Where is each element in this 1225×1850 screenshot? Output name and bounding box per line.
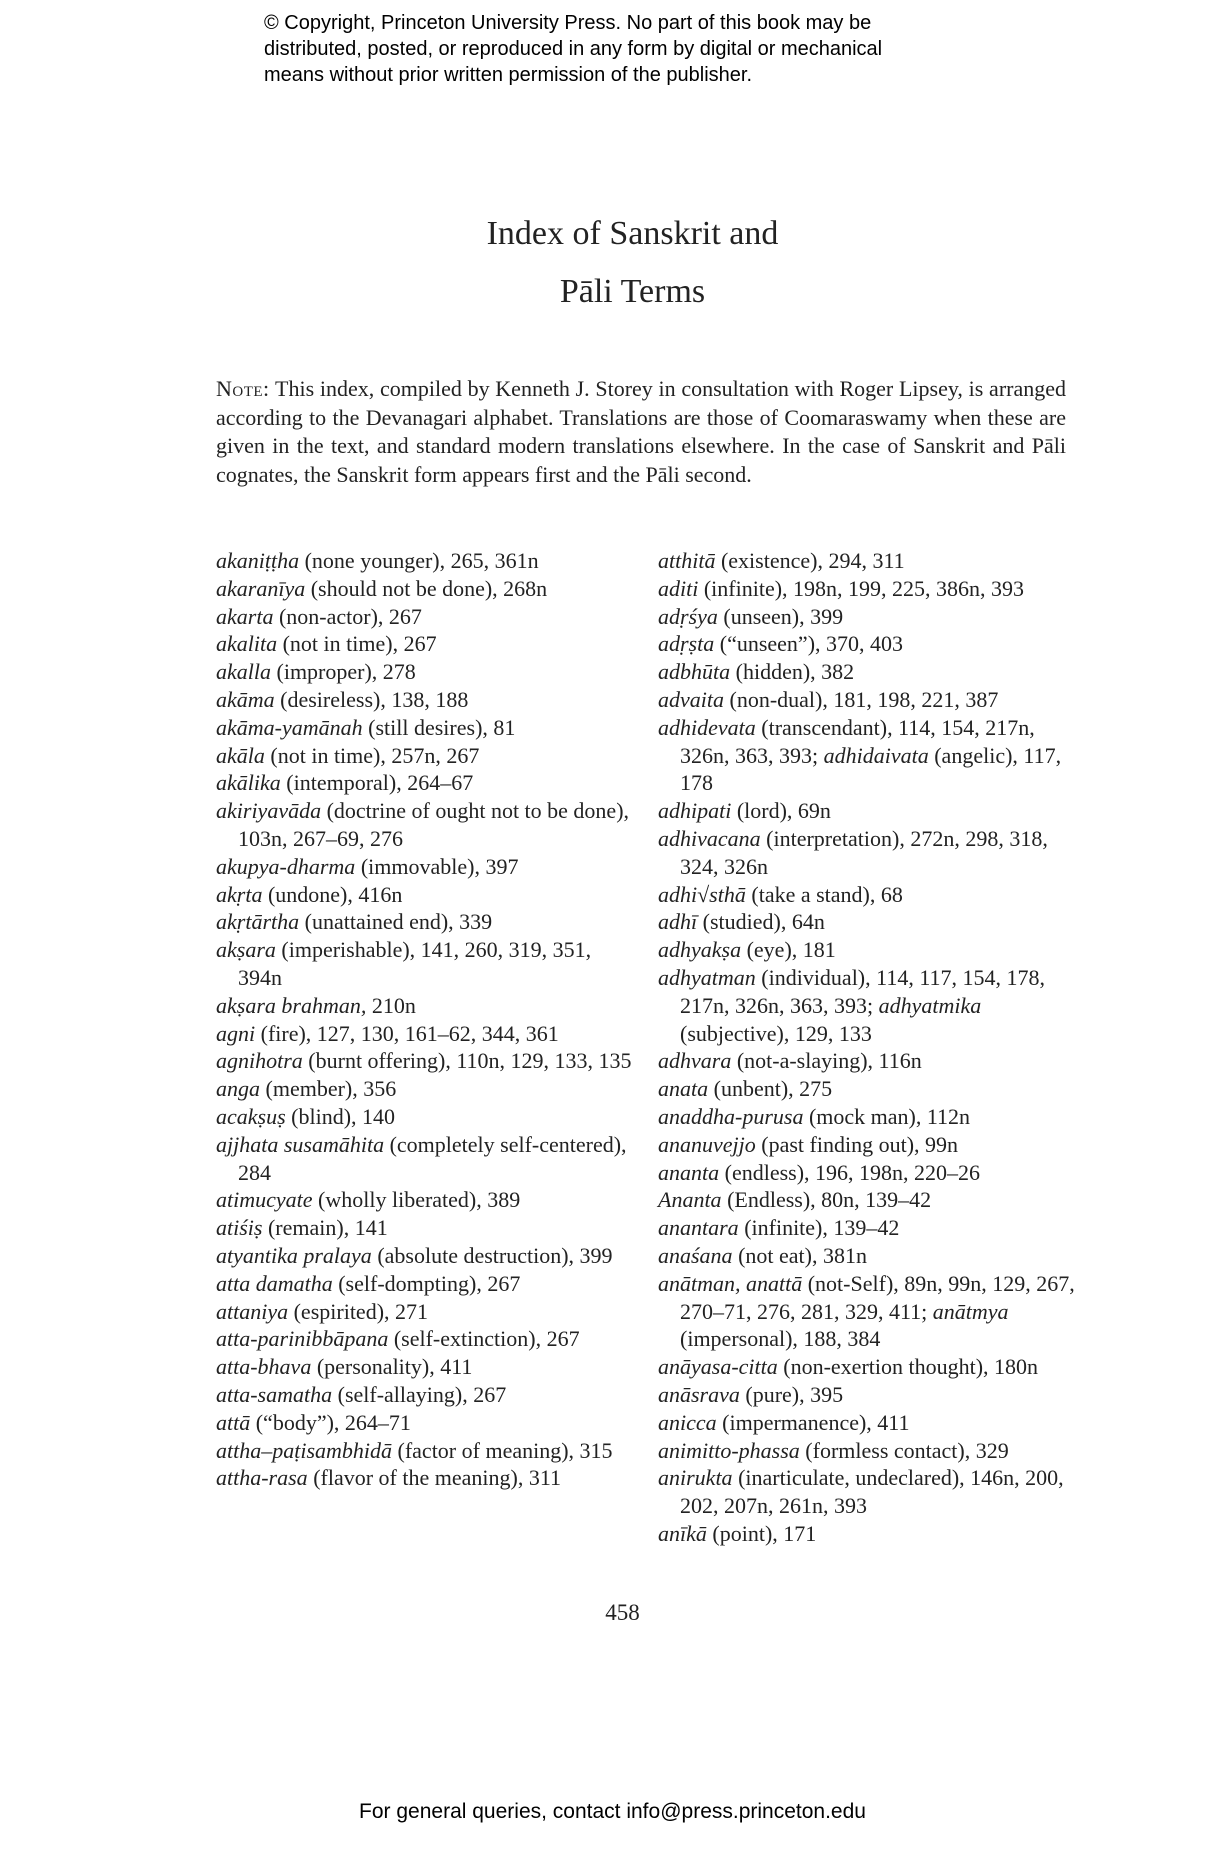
index-entry [216,658,636,686]
index-term: atta-samatha [216,1381,333,1407]
index-term: ananta [658,1159,720,1185]
index-gloss: (take a stand), 68 [745,881,903,907]
index-entry [658,1409,1078,1437]
index-entry [658,936,1078,964]
index-term: anaśana [658,1242,733,1268]
index-term: ananuvejjo [658,1131,756,1157]
index-term: anicca [658,1409,717,1435]
index-gloss: (self-dompting), 267 [332,1270,521,1296]
copyright-notice [264,10,1024,88]
index-entry [658,1242,1078,1270]
index-entry [658,1437,1078,1465]
page-title [0,205,1225,321]
index-gloss: (individual), 114, 117, 154, 178, 217n, 326n, 363, 393; [680,964,1045,1018]
index-entry [216,1047,636,1075]
index-gloss: (Endless), 80n, 139–42 [721,1187,932,1213]
index-gloss: (transcendant), 114, 154, 217n, 326n, 363, 393; [680,714,1035,768]
index-term: adhī [658,909,698,935]
index-gloss: (blind), 140 [285,1103,396,1129]
index-column-left [216,547,636,1492]
index-term: adṛṣta [658,631,715,657]
index-gloss: (not-a-slaying), 116n [731,1048,922,1074]
note-label: Note: [216,376,270,401]
index-gloss: (completely self-centered), 284 [238,1131,627,1185]
index-gloss: (not in time), 257n, 267 [264,742,480,768]
index-note [216,375,1066,489]
index-gloss: (lord), 69n [731,798,831,824]
index-gloss: (studied), 64n [697,909,825,935]
index-gloss: (formless contact), 329 [799,1437,1009,1463]
index-term: Ananta [658,1187,722,1213]
index-gloss: (angelic), 117, 178 [680,742,1062,796]
index-gloss: (absolute destruction), 399 [371,1242,613,1268]
index-term: adhyakṣa [658,937,742,963]
index-gloss: 210n [366,992,416,1018]
index-gloss: (not-Self), 89n, 99n, 129, 267, 270–71, 276, 281, 329, 411; [680,1270,1075,1324]
index-gloss: (“body”), 264–71 [250,1409,411,1435]
index-entry [216,1075,636,1103]
index-gloss: (self-allaying), 267 [332,1381,507,1407]
index-gloss: (unbent), 275 [708,1076,833,1102]
copyright-line-3: means without prior written permission of the publisher. [264,64,753,86]
index-entry [216,992,636,1020]
index-term: adhidaivata [823,742,929,768]
index-gloss: (infinite), 139–42 [738,1215,900,1241]
index-gloss: (improper), 278 [271,659,416,685]
index-gloss: (existence), 294, 311 [715,548,905,573]
index-gloss: (endless), 196, 198n, 220–26 [719,1159,981,1185]
index-term: akṛtārtha [216,909,300,935]
index-term: akiriyavāda [216,798,322,824]
index-entry [658,1159,1078,1187]
index-term: atta-parinibbāpana [216,1326,389,1352]
index-gloss: (imperishable), 141, 260, 319, 351, 394n [238,937,592,990]
index-term: attaniya [216,1298,289,1324]
index-entry [216,630,636,658]
index-gloss: (flavor of the meaning), 311 [307,1465,562,1491]
index-gloss: (infinite), 198n, 199, 225, 386n, 393 [698,575,1025,601]
index-gloss: (subjective), 129, 133 [680,1020,872,1046]
index-entry [658,603,1078,631]
index-entry [658,964,1078,1047]
title-line-2: Pāli Terms [559,273,706,310]
index-gloss: (unattained end), 339 [299,909,493,935]
index-term: adhyatman [658,964,756,990]
index-term: atta damatha [216,1270,333,1296]
index-term: akarta [216,603,274,629]
index-entry [658,1381,1078,1409]
index-gloss: (wholly liberated), 389 [312,1187,521,1213]
index-term: akupya-dharma [216,853,356,879]
index-entry [216,714,636,742]
index-term: adhi√sthā [658,881,746,907]
index-gloss: (immovable), 397 [355,853,519,879]
index-term: anirukta [658,1465,733,1491]
index-term: anantara [658,1215,739,1241]
index-gloss: (member), 356 [260,1076,397,1102]
index-gloss: (non-exertion thought), 180n [777,1354,1039,1380]
index-entry [216,1214,636,1242]
index-entry [216,547,636,575]
index-term: akṛta [216,881,263,907]
index-entry [658,1520,1078,1548]
copyright-line-2: distributed, posted, or reproduced in any form by digital or mechanical [264,38,883,60]
index-gloss: (past finding out), 99n [755,1131,959,1157]
index-gloss: (point), 171 [706,1520,817,1546]
index-entry [658,1047,1078,1075]
index-entry [216,1464,636,1492]
index-entry [216,603,636,631]
index-gloss: (not eat), 381n [732,1242,867,1268]
index-term: anātman, anattā [658,1270,803,1296]
index-term: atthitā [658,548,716,573]
index-term: anga [216,1076,260,1102]
index-term: atyantika pralaya [216,1242,372,1268]
index-term: adhyatmika [878,992,982,1018]
index-term: akāma [216,686,275,712]
index-gloss: (interpretation), 272n, 298, 318, 324, 326n [680,825,1048,879]
index-term: atta-bhava [216,1354,312,1380]
index-entry [216,1186,636,1214]
index-term: adhivacana [658,825,761,851]
index-entry [216,1103,636,1131]
index-gloss: (impermanence), 411 [716,1409,910,1435]
index-entry [658,1075,1078,1103]
index-term: animitto-phassa [658,1437,800,1463]
footer-contact: For general queries, contact info@press.princeton.edu [359,1800,866,1823]
index-entry [658,1103,1078,1131]
index-entry [658,881,1078,909]
index-term: anaddha-purusa [658,1103,804,1129]
index-entry [216,797,636,853]
index-entry [216,1298,636,1326]
index-gloss: (eye), 181 [741,937,836,963]
index-gloss: (not in time), 267 [277,631,437,657]
index-entry [216,1381,636,1409]
index-term: agni [216,1020,256,1046]
index-term: atiśiṣ [216,1215,263,1241]
index-term: anata [658,1076,709,1102]
index-entry [658,575,1078,603]
index-entry [658,1270,1078,1353]
index-term: akṣara brahman, [216,992,367,1018]
index-term: anāsrava [658,1381,740,1407]
index-entry [216,1325,636,1353]
index-entry [216,936,636,992]
index-term: attha–paṭisambhidā [216,1437,393,1463]
index-entry [658,1131,1078,1159]
index-gloss: (factor of meaning), 315 [392,1437,613,1463]
index-gloss: (mock man), 112n [803,1103,971,1129]
index-gloss: (fire), 127, 130, 161–62, 344, 361 [255,1020,559,1046]
index-term: akṣara [216,937,276,963]
index-entry [658,908,1078,936]
index-entry [216,1131,636,1187]
index-term: anātmya [932,1298,1009,1324]
index-gloss: (should not be done), 268n [305,575,548,601]
index-entry [216,1242,636,1270]
index-gloss: (“unseen”), 370, 403 [714,631,904,657]
index-gloss: (espirited), 271 [288,1298,429,1324]
index-gloss: (personality), 411 [311,1354,473,1380]
index-term: ajjhata susamāhita [216,1131,385,1157]
index-term: adhipati [658,798,732,824]
index-entry [216,881,636,909]
page-number: 458 [605,1600,640,1625]
index-entry [658,797,1078,825]
index-entry [658,825,1078,881]
index-term: anāyasa-citta [658,1354,778,1380]
index-column-right [658,547,1078,1548]
index-term: akalita [216,631,278,657]
index-term: advaita [658,686,724,712]
title-line-1: Index of Sanskrit and [486,215,779,252]
index-entry [216,1437,636,1465]
index-gloss: (hidden), 382 [730,659,855,685]
index-gloss: (doctrine of ought not to be done), 103n, 267–69, 276 [238,798,630,851]
index-entry [658,658,1078,686]
index-entry [216,853,636,881]
index-term: anīkā [658,1520,707,1546]
index-gloss: (pure), 395 [739,1381,844,1407]
index-entry [216,575,636,603]
index-entry [216,1270,636,1298]
index-entry [216,1409,636,1437]
index-gloss: (non-actor), 267 [273,603,422,629]
index-entry [658,714,1078,797]
index-entry [216,686,636,714]
index-gloss: (inarticulate, undeclared), 146n, 200, 202, 207n, 261n, 393 [680,1465,1064,1519]
index-term: agnihotra [216,1048,303,1074]
index-gloss: (unseen), 399 [717,603,844,629]
index-term: adhidevata [658,714,756,740]
index-entry [216,1353,636,1381]
index-term: adṛśya [658,603,718,629]
index-term: aditi [658,575,699,601]
index-entry [658,630,1078,658]
index-term: akāla [216,742,265,768]
index-entry [216,769,636,797]
index-entry [658,547,1078,575]
index-term: atimucyate [216,1187,313,1213]
index-term: akalla [216,659,271,685]
copyright-line-1: © Copyright, Princeton University Press. No part of this book may be [264,12,872,34]
index-entry [658,686,1078,714]
index-term: acakṣuṣ [216,1103,286,1129]
index-gloss: (self-extinction), 267 [388,1326,580,1352]
index-term: akaranīya [216,575,306,601]
index-entry [658,1214,1078,1242]
index-term: akaniṭṭha [216,548,300,573]
index-entry [216,742,636,770]
index-term: attha-rasa [216,1465,308,1491]
index-term: akālika [216,770,281,796]
index-gloss: (desireless), 138, 188 [274,686,469,712]
index-gloss: (none younger), 265, 361n [299,548,539,573]
index-term: adhvara [658,1048,732,1074]
index-entry [216,1020,636,1048]
index-entry [216,908,636,936]
index-entry [658,1464,1078,1520]
index-gloss: (intemporal), 264–67 [280,770,474,796]
index-term: adbhūta [658,659,731,685]
index-term: akāma-yamānah [216,714,363,740]
index-gloss: (remain), 141 [262,1215,388,1241]
index-gloss: (impersonal), 188, 384 [680,1326,881,1352]
index-entry [658,1186,1078,1214]
index-gloss: (undone), 416n [262,881,403,907]
index-term: attā [216,1409,251,1435]
index-gloss: (non-dual), 181, 198, 221, 387 [724,686,999,712]
index-entry [658,1353,1078,1381]
index-gloss: (still desires), 81 [362,714,516,740]
note-text: This index, compiled by Kenneth J. Storey in consultation with Roger Lipsey, is arranged according to the Devanagari alphabet. Translations are those of Coomaraswamy when these are given in the text, and standard modern translations elsewhere. In the case of Sanskrit and Pāli cognates, the Sanskrit form appears first and the Pāli second. [216,376,1067,487]
index-gloss: (burnt offering), 110n, 129, 133, 135 [302,1048,632,1074]
